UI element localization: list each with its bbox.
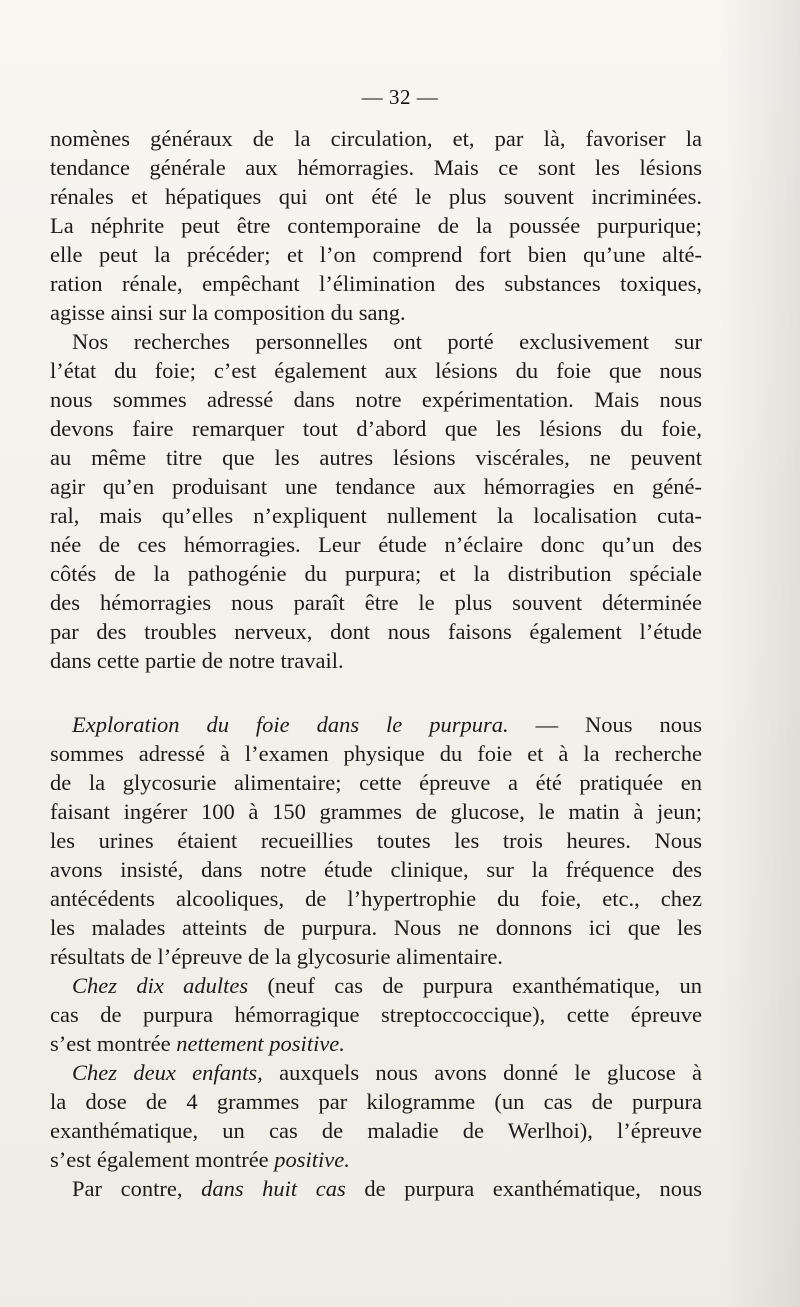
text-segment: s’est montrée xyxy=(50,1031,177,1056)
text-line: tendance générale aux hémorragies. Mais ce sont les lésions xyxy=(50,155,702,180)
text-line: nous sommes adressé dans notre expérimentation. Mais nous xyxy=(50,387,702,412)
text-line: Nos recherches personnelles ont porté exclusivement sur xyxy=(72,329,702,354)
text-segment: s’est également montrée xyxy=(50,1147,275,1172)
text-segment: Par contre, xyxy=(72,1176,202,1201)
section-heading: Exploration du foie dans le purpura. xyxy=(72,712,509,737)
text-line: les malades atteints de purpura. Nous ne donnons ici que les xyxy=(50,915,702,940)
text-line: nomènes généraux de la circulation, et, par là, favoriser la xyxy=(50,126,702,151)
text-line: des hémorragies nous paraît être le plus souvent déterminée xyxy=(50,590,702,615)
italic-text: dans huit cas xyxy=(201,1176,346,1201)
text-line: exanthématique, un cas de maladie de Werlhoi), l’épreuve xyxy=(50,1118,702,1143)
text-line xyxy=(50,1029,702,1058)
text-line: faisant ingérer 100 à 150 grammes de glucose, le matin à jeun; xyxy=(50,799,702,824)
text-segment: auxquels nous avons donné le glucose à xyxy=(262,1060,703,1085)
text-line: les urines étaient recueillies toutes les trois heures. Nous xyxy=(50,828,702,853)
section-heading-line xyxy=(50,710,702,739)
text-line: par des troubles nerveux, dont nous faisons également l’étude xyxy=(50,619,702,644)
text-line: résultats de l’épreuve de la glycosurie alimentaire. xyxy=(50,944,503,969)
text-line xyxy=(50,1145,702,1174)
text-line: devons faire remarquer tout d’abord que les lésions du foie, xyxy=(50,416,702,441)
text-line: l’état du foie; c’est également aux lésions du foie que nous xyxy=(50,358,702,383)
italic-text: Chez dix adultes xyxy=(72,973,249,998)
body-text xyxy=(50,124,702,1203)
text-line xyxy=(50,971,702,1000)
text-segment: (neuf cas de purpura exanthématique, un xyxy=(248,973,702,998)
text-line: agisse ainsi sur la composition du sang. xyxy=(50,300,406,325)
paragraph-spacer xyxy=(50,675,702,710)
italic-text: positive. xyxy=(274,1147,350,1172)
italic-text: nettement positive. xyxy=(176,1031,345,1056)
text-segment: — Nous nous xyxy=(508,712,702,737)
page-number: — 32 — xyxy=(361,85,439,109)
italic-text: Chez deux enfants, xyxy=(72,1060,263,1085)
text-line: elle peut la précéder; et l’on comprend fort bien qu’une alté- xyxy=(50,242,702,267)
text-line xyxy=(50,1174,702,1203)
text-line: avons insisté, dans notre étude clinique, sur la fréquence des xyxy=(50,857,702,882)
text-line: cas de purpura hémorragique streptoccoccique), cette épreuve xyxy=(50,1002,702,1027)
text-line: au même titre que les autres lésions viscérales, ne peuvent xyxy=(50,445,702,470)
text-line: antécédents alcooliques, de l’hypertrophie du foie, etc., chez xyxy=(50,886,702,911)
text-line: La néphrite peut être contemporaine de la poussée purpurique; xyxy=(50,213,702,238)
text-line: côtés de la pathogénie du purpura; et la distribution spéciale xyxy=(50,561,702,586)
text-segment: de purpura exanthématique, nous xyxy=(345,1176,702,1201)
text-line: la dose de 4 grammes par kilogramme (un cas de purpura xyxy=(50,1089,702,1114)
text-line: ration rénale, empêchant l’élimination des substances toxiques, xyxy=(50,271,702,296)
text-line: ral, mais qu’elles n’expliquent nullement la localisation cuta- xyxy=(50,503,702,528)
text-line: rénales et hépatiques qui ont été le plus souvent incriminées. xyxy=(50,184,702,209)
text-line: de la glycosurie alimentaire; cette épreuve a été pratiquée en xyxy=(50,770,702,795)
text-line xyxy=(50,1058,702,1087)
text-line: sommes adressé à l’examen physique du foie et à la recherche xyxy=(50,741,702,766)
text-line: dans cette partie de notre travail. xyxy=(50,648,344,673)
text-line: née de ces hémorragies. Leur étude n’éclaire donc qu’un des xyxy=(50,532,702,557)
text-line: agir qu’en produisant une tendance aux hémorragies en géné- xyxy=(50,474,702,499)
